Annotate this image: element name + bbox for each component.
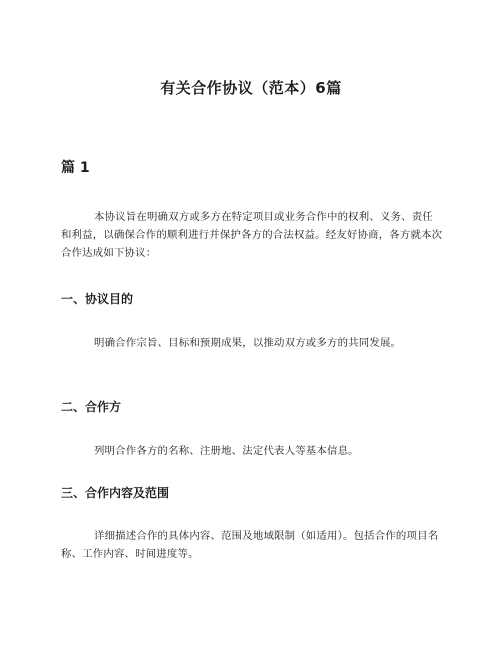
clause-body-purpose: 明确合作宗旨、目标和预期成果，以推动双方或多方的共同发展。	[94, 337, 402, 349]
clause-body-parties: 列明合作各方的名称、注册地、法定代表人等基本信息。	[94, 445, 359, 457]
clause-heading-purpose: 一、协议目的	[61, 292, 134, 306]
intro-paragraph: 本协议旨在明确双方或多方在特定项目或业务合作中的权利、义务、责任和利益，以确保合作的顺利进行并保护各方的合法权益。经友好协商，各方就本次合作达成如下协议：	[61, 211, 443, 259]
clause-heading-scope: 三、合作内容及范围	[61, 486, 170, 500]
clause-body-scope: 详细描述合作的具体内容、范围及地域限制（如适用）。包括合作的项目名称、工作内容、时间进度等。	[61, 530, 439, 560]
clause-heading-parties: 二、合作方	[61, 400, 122, 414]
document-title: 有关合作协议（范本）6篇	[160, 79, 342, 97]
section-heading: 篇 1	[61, 160, 90, 176]
